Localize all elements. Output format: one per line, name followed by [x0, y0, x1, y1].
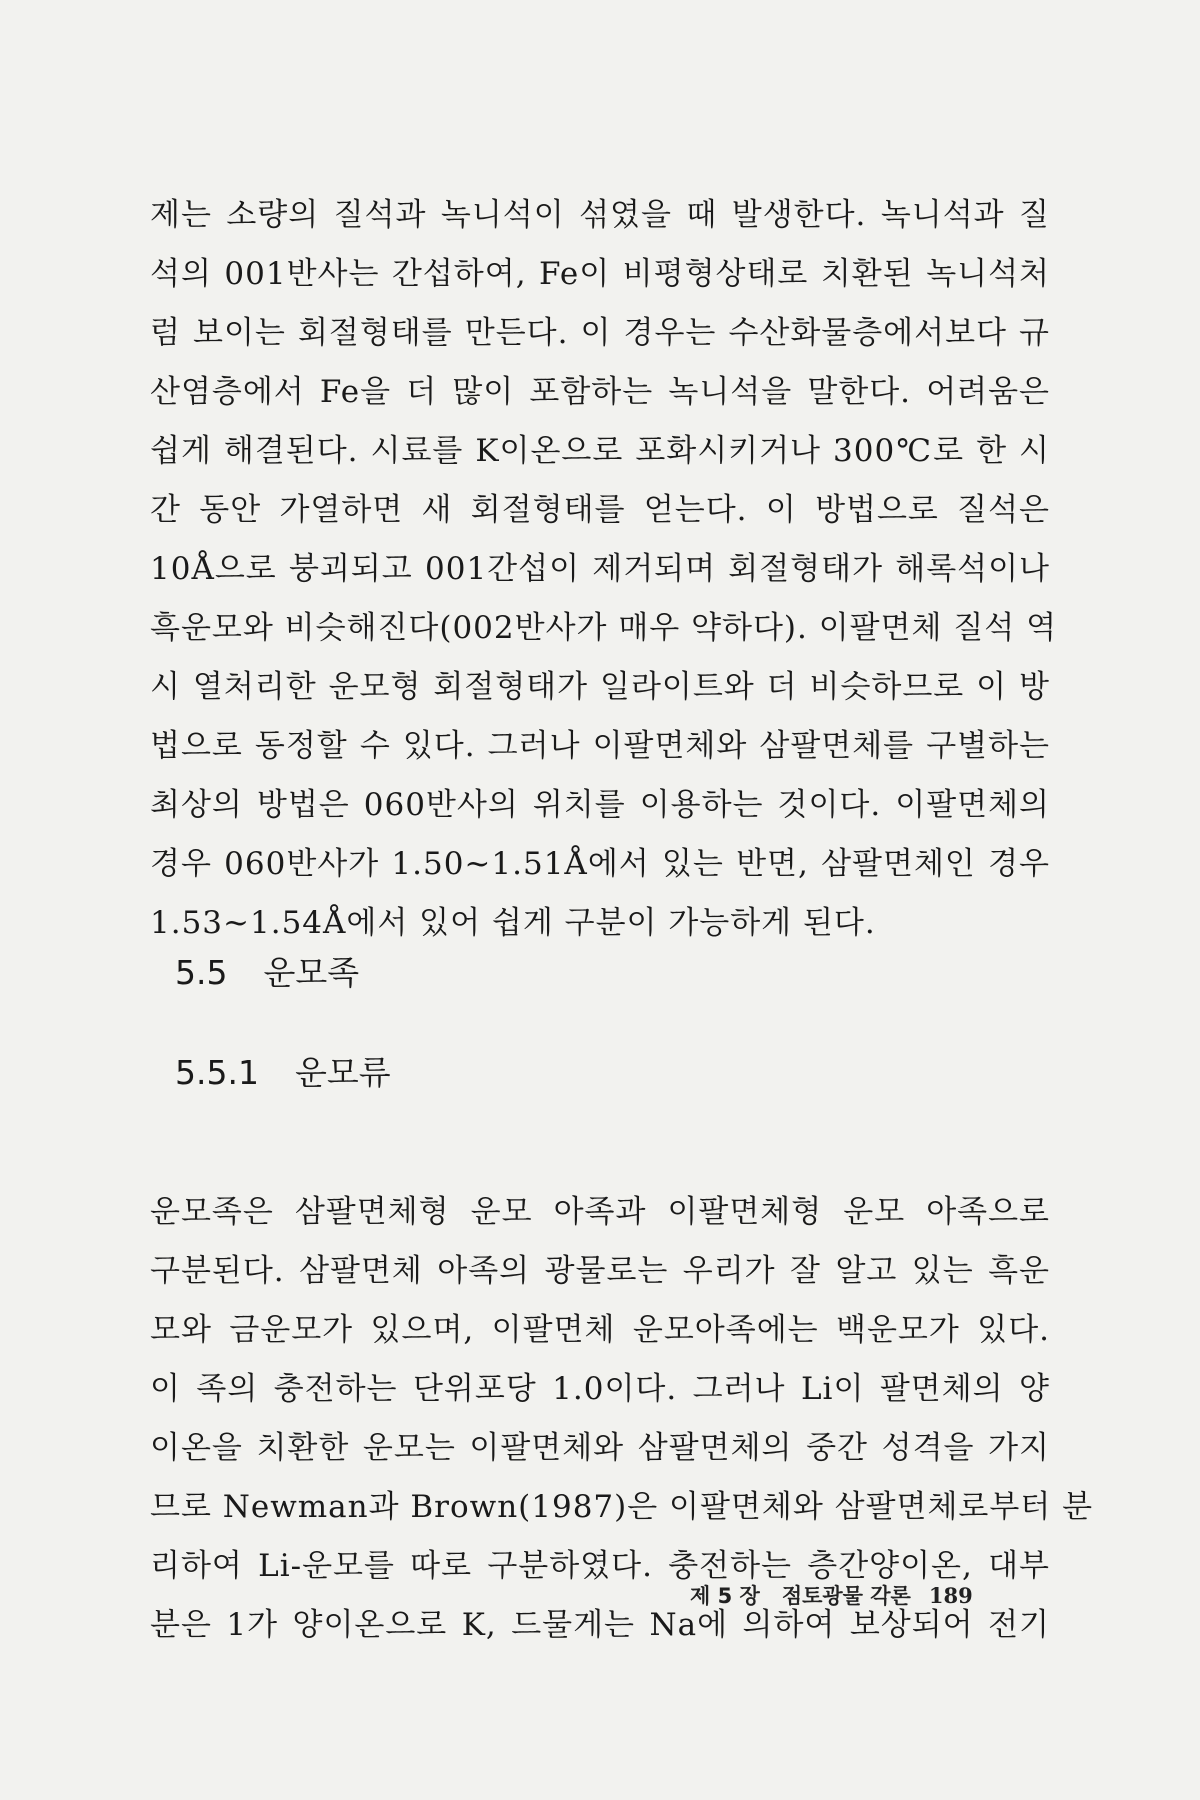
- text-line: 운모족은 삼팔면체형 운모 아족과 이팔면체형 운모 아족으로: [150, 1194, 1050, 1230]
- text-line: 경우 060반사가 1.50~1.51Å에서 있는 반면, 삼팔면체인 경우: [150, 846, 1050, 882]
- paragraph-vermiculite-identification: [150, 186, 1058, 953]
- text-line: 최상의 방법은 060반사의 위치를 이용하는 것이다. 이팔면체의: [150, 787, 1050, 823]
- section-number: 5.5: [175, 953, 228, 992]
- text-line: 럼 보이는 회절형태를 만든다. 이 경우는 수산화물층에서보다 규: [150, 315, 1050, 351]
- text-line: 분은 1가 양이온으로 K, 드물게는 Na에 의하여 보상되어 전기: [150, 1607, 1050, 1643]
- page-number: 189: [928, 1583, 973, 1608]
- text-line: 10Å으로 붕괴되고 001간섭이 제거되며 회절형태가 해록석이나: [150, 551, 1050, 587]
- text-line: 므로 Newman과 Brown(1987)은 이팔면체와 삼팔면체로부터 분: [150, 1489, 1094, 1525]
- text-line: 제는 소량의 질석과 녹니석이 섞였을 때 발생한다. 녹니석과 질: [150, 197, 1050, 233]
- text-line: 이 족의 충전하는 단위포당 1.0이다. 그러나 Li이 팔면체의 양: [150, 1371, 1050, 1407]
- text-line: 산염층에서 Fe을 더 많이 포함하는 녹니석을 말한다. 어려움은: [150, 374, 1050, 410]
- text-line: 1.53~1.54Å에서 있어 쉽게 구분이 가능하게 된다.: [150, 905, 876, 941]
- text-line: 흑운모와 비슷해진다(002반사가 매우 약하다). 이팔면체 질석 역: [150, 610, 1058, 646]
- text-line: 리하여 Li-운모를 따로 구분하였다. 충전하는 층간양이온, 대부: [150, 1548, 1050, 1584]
- subsection-title: 운모류: [294, 1053, 391, 1092]
- subsection-heading: [175, 1047, 391, 1094]
- page-footer: [690, 1580, 1030, 1610]
- text-line: 모와 금운모가 있으며, 이팔면체 운모아족에는 백운모가 있다.: [150, 1312, 1050, 1348]
- section-heading: [175, 947, 359, 994]
- text-line: 쉽게 해결된다. 시료를 K이온으로 포화시키거나 300℃로 한 시: [150, 433, 1050, 469]
- footer-chapter-title: 점토광물 각론: [781, 1584, 911, 1608]
- footer-chapter: 제 5 장: [690, 1584, 760, 1608]
- subsection-number: 5.5.1: [175, 1053, 259, 1092]
- text-line: 석의 001반사는 간섭하여, Fe이 비평형상태로 치환된 녹니석처: [150, 256, 1050, 292]
- text-line: 간 동안 가열하면 새 회절형태를 얻는다. 이 방법으로 질석은: [150, 492, 1050, 528]
- text-line: 이온을 치환한 운모는 이팔면체와 삼팔면체의 중간 성격을 가지: [150, 1430, 1050, 1466]
- text-line: 시 열처리한 운모형 회절형태가 일라이트와 더 비슷하므로 이 방: [150, 669, 1050, 705]
- text-line: 구분된다. 삼팔면체 아족의 광물로는 우리가 잘 알고 있는 흑운: [150, 1253, 1050, 1289]
- section-title: 운모족: [263, 953, 360, 992]
- text-line: 법으로 동정할 수 있다. 그러나 이팔면체와 삼팔면체를 구별하는: [150, 728, 1050, 764]
